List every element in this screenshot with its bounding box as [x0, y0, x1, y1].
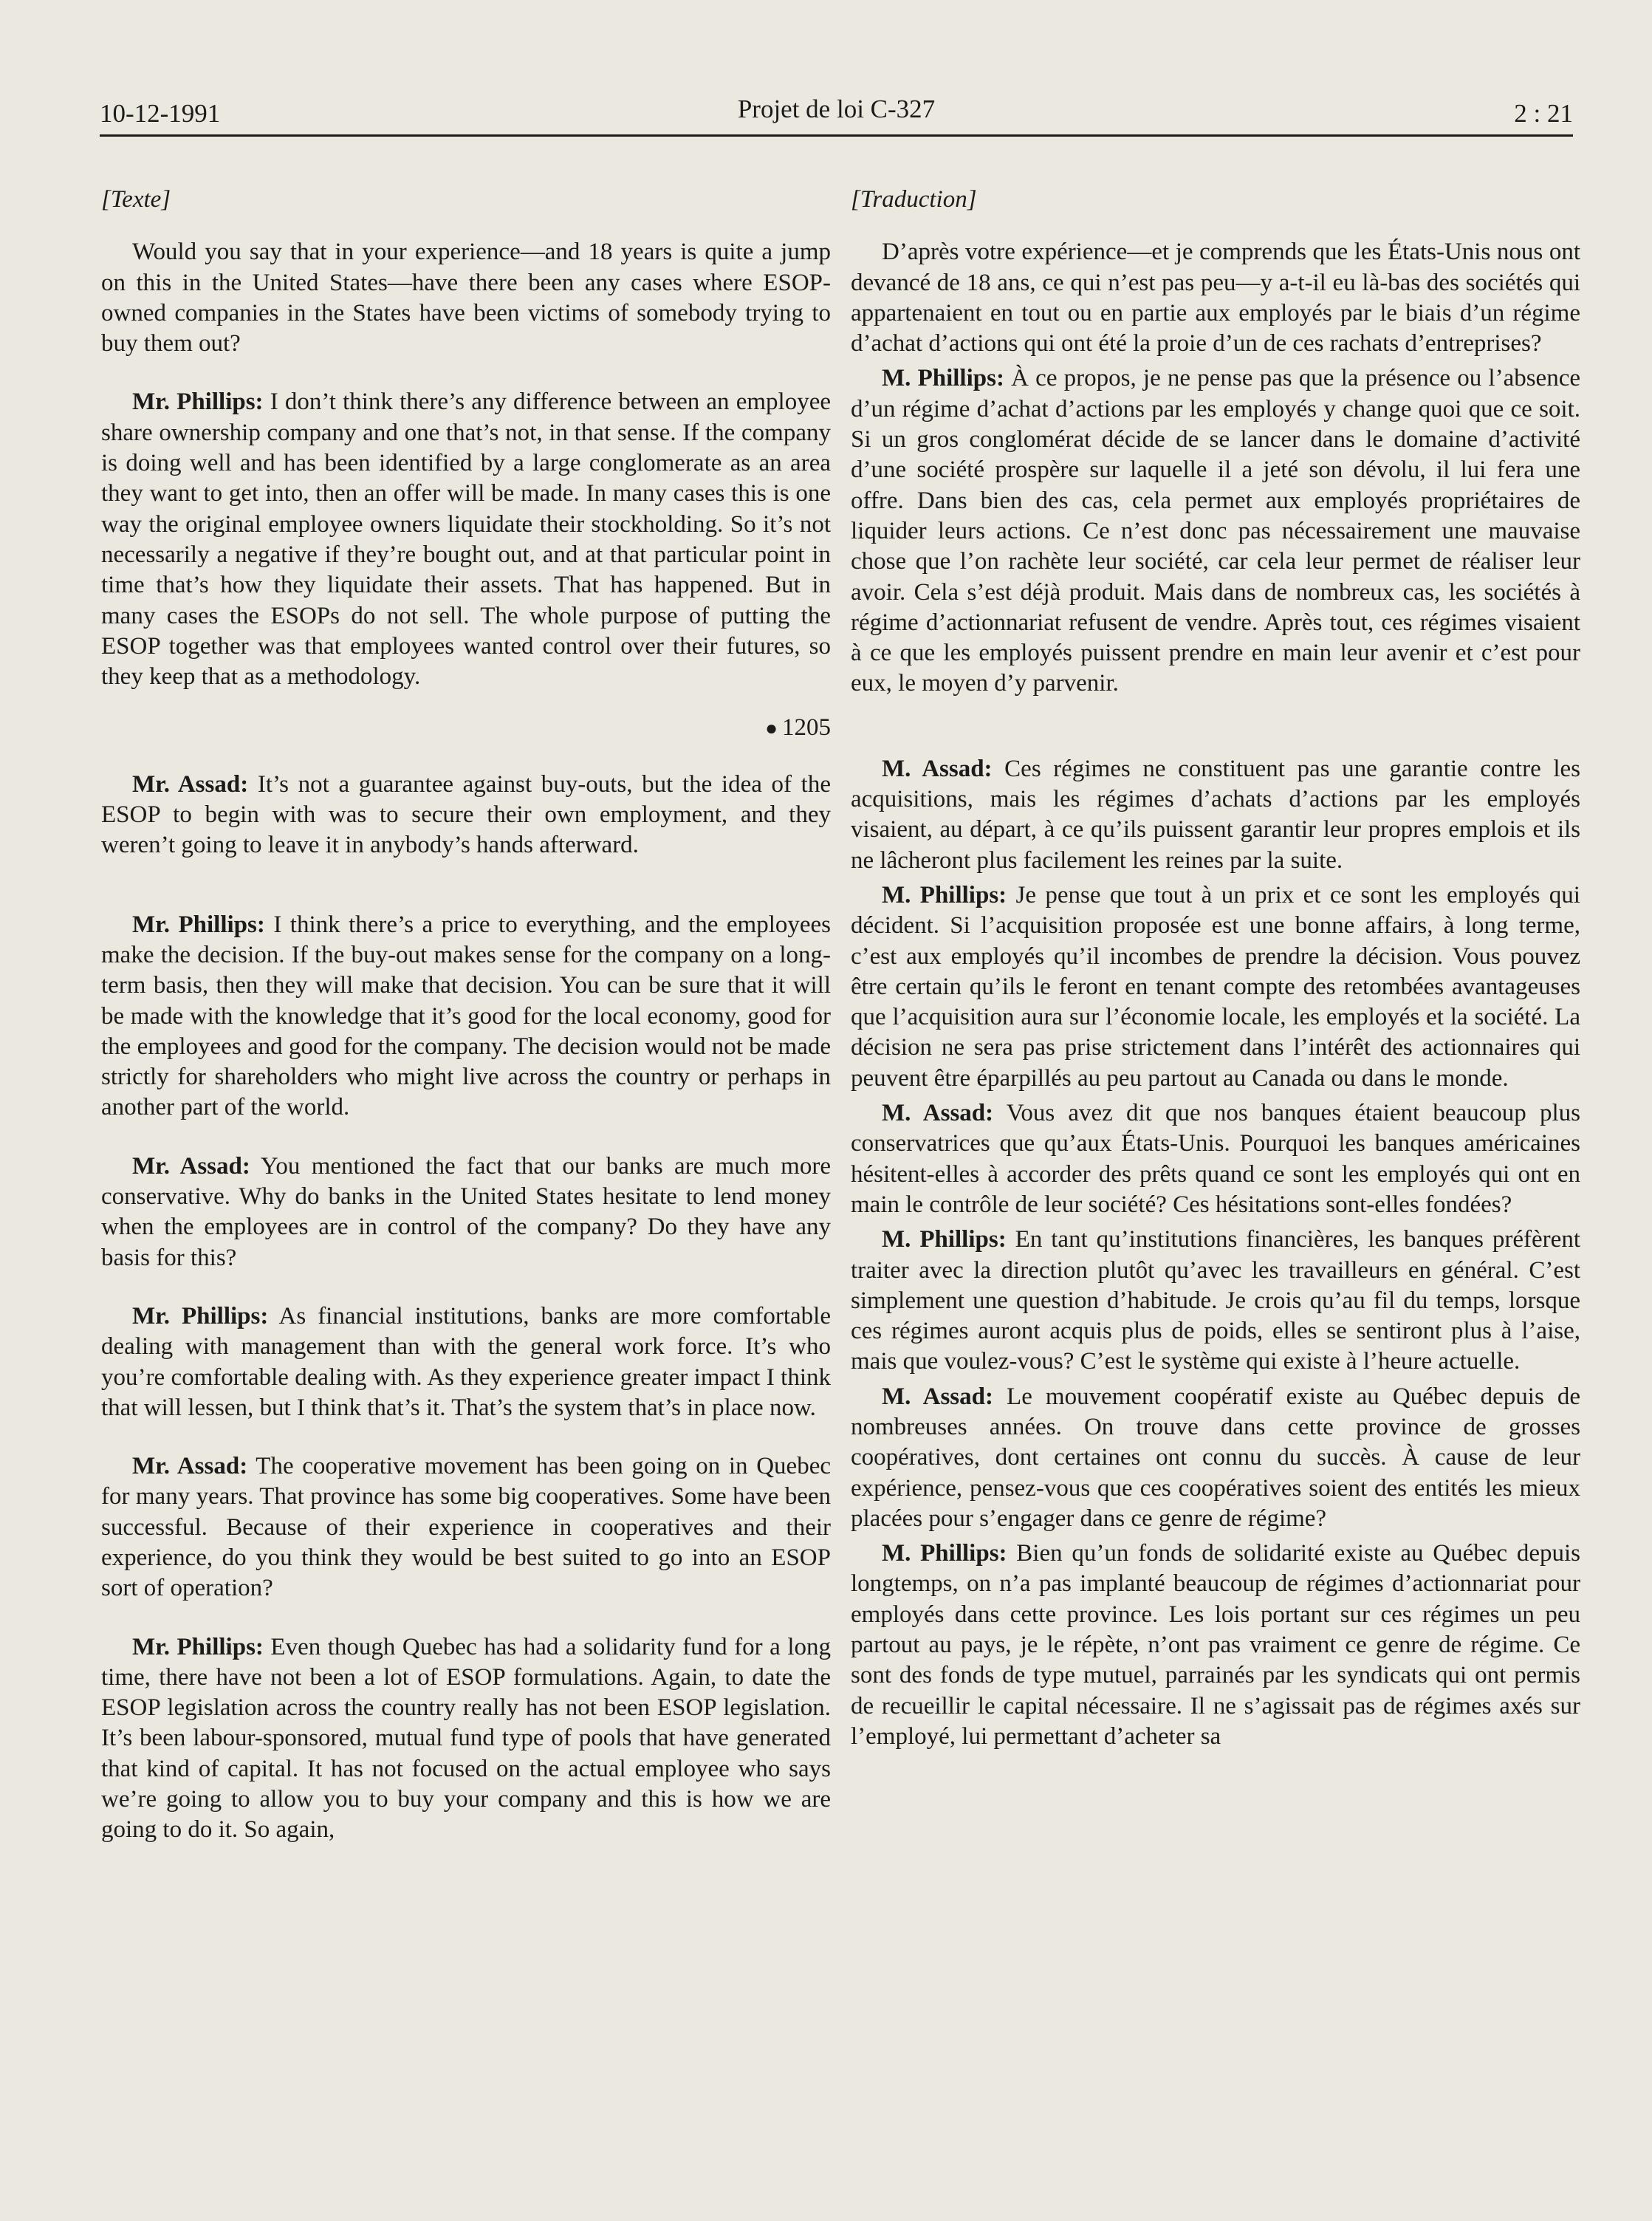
paragraph	[851, 1225, 1580, 1377]
header-page-number: 2 : 21	[1514, 99, 1573, 128]
speaker: Mr. Phillips:	[132, 1633, 264, 1660]
speaker: Mr. Assad:	[132, 1152, 250, 1180]
speaker: Mr. Phillips:	[132, 389, 264, 416]
speaker: M. Assad:	[882, 1100, 994, 1127]
paragraph-text: You mentioned the fact that our banks are much more conservative. Why do banks in the United States hesitate to lend money when the employees are in control of the company? Do they have any basis for this?	[101, 1152, 831, 1271]
paragraph	[101, 237, 831, 359]
paragraph	[851, 1098, 1580, 1220]
speaker: M. Phillips:	[882, 881, 1007, 908]
paragraph-text: En tant qu’institutions financières, les banques préfèrent traiter avec la direction plutôt qu’avec les travailleurs en général. C’est simplement une question d’habitude. Je crois qu’au fil du temps, lorsque ces régimes auront acquis plus de poids, elles se sentiront plus à l’aise, mais que voulez-vous? C’est le système qui existe à l’heure actuelle.	[851, 1226, 1580, 1375]
column-tag: [Traduction]	[851, 186, 977, 213]
speaker: Mr. Phillips:	[132, 911, 265, 938]
column-tag: [Texte]	[101, 186, 171, 213]
paragraph-text: Bien qu’un fonds de solidarité existe au Québec depuis longtemps, on n’a pas implanté beaucoup de régimes d’actionnariat pour employés dans cette province. Les lois portant sur ces régimes un peu partout au pays, je le répète, n’ont pas vraiment ce genre de régime. Ce sont des fonds de type mutuel, parrainés par les syndicats qui ont permis de recueillir le capital nécessaire. Il ne s’agissait pas de régimes axés sur l’employé, lui permettant d’acheter sa	[851, 1540, 1580, 1750]
paragraph	[851, 363, 1580, 699]
paragraph	[101, 910, 831, 1123]
english-column	[101, 185, 831, 1874]
paragraph-text: As financial institutions, banks are more comfortable dealing with management than with the general work force. It’s who you’re comfortable dealing with. As they experience greater impact I think that will lessen, but I think that’s it. That’s the system that’s in place now.	[101, 1302, 831, 1421]
paragraph-text: Even though Quebec has had a solidarity fund for a long time, there have not been a lot of ESOP formulations. Again, to date the ESOP legislation across the country really has not been ESOP legislation. It’s been labour-sponsored, mutual fund type of pools that have generated that kind of capital. It has not focused on the actual employee who says we’re going to allow you to buy your company and this is how we are going to do it. So again,	[101, 1633, 831, 1844]
paragraph-text: Je pense que tout à un prix et ce sont les employés qui décident. Si l’acquisition proposée est une bonne affairs, à long terme, c’est aux employés qu’il incombes de prendre la décision. Vous pouvez être certain qu’ils le feront en tenant compte des retombées avantageuses que l’acquisition aura sur l’économie locale, les employés et la société. La décision ne sera pas prise strictement dans l’intérêt des actionnaires qui peuvent être éparpillés au peu partout au Canada ou dans le monde.	[851, 881, 1580, 1092]
paragraph-text: I don’t think there’s any difference between an employee share ownership company and one that’s not, in that sense. If the company is doing well and has been identified by a large conglomerate as an area they want to get into, then an offer will be made. In many cases this is one way the original employee owners liquidate their stockholding. So it’s not necessarily a negative if they’re bought out, and at that particular point in time that’s how they liquidate their assets. That has happened. But in many cases the ESOPs do not sell. The whole purpose of putting the ESOP together was that employees wanted control over their futures, so they keep that as a methodology.	[101, 389, 831, 691]
french-column	[851, 185, 1580, 1756]
bullet-icon: ●	[765, 717, 778, 741]
paragraph	[851, 754, 1580, 876]
speaker: M. Phillips:	[882, 365, 1004, 392]
speaker: Mr. Assad:	[132, 1453, 248, 1480]
speaker: M. Phillips:	[882, 1226, 1007, 1253]
speaker: Mr. Assad:	[132, 770, 249, 798]
paragraph-text: The cooperative movement has been going on in Quebec for many years. That province has some big cooperatives. Some have been successful. Because of their experience in cooperatives and their experience, do you think they would be best suited to go into an ESOP sort of operation?	[101, 1453, 831, 1602]
speaker: M. Phillips:	[882, 1540, 1007, 1567]
speaker: M. Assad:	[882, 1383, 993, 1410]
paragraph	[101, 1451, 831, 1604]
speaker: Mr. Phillips:	[132, 1302, 269, 1329]
page-header	[100, 95, 1573, 136]
timestamp	[101, 713, 831, 744]
paragraph	[851, 1382, 1580, 1534]
paragraph	[101, 770, 831, 861]
paragraph	[101, 1632, 831, 1846]
paragraph-text: D’après votre expérience—et je comprends que les États-Unis nous ont devancé de 18 ans, ce qui n’est pas peu—y a-t-il eu là-bas des sociétés qui appartenaient en tout ou en partie aux employés par le biais d’un régime d’achat d’actions qui ont été la proie d’un de ces rachats d’entreprises?	[851, 239, 1580, 357]
paragraph	[851, 1539, 1580, 1752]
paragraph-text: À ce propos, je ne pense pas que la présence ou l’absence d’un régime d’achat d’actions par les employés y change quoi que ce soit. Si un gros conglomérat décide de se lancer dans le domaine d’activité d’une société prospère sur laquelle il a jeté son dévolu, il lui fera une offre. Dans bien des cas, cela permet aux employés propriétaires de liquider leurs actions. Ce n’est donc pas nécessairement une mauvaise chose que l’on rachète leur société, car cela leur permet de réaliser leur avoir. Cela s’est déjà produit. Mais dans de nombreux cas, les sociétés à régime d’actionnariat refusent de vendre. Après tout, ces régimes visaient à ce que les employés puissent prendre en main leur avenir et c’est pour eux, le moyen d’y parvenir.	[851, 365, 1580, 697]
timestamp-value: 1205	[782, 714, 831, 742]
paragraph-text: It’s not a guarantee against buy-outs, but the idea of the ESOP to begin with was to secure their own employment, and they weren’t going to leave it in anybody’s hands afterward.	[101, 770, 831, 859]
paragraph	[851, 880, 1580, 1094]
paragraph	[101, 1151, 831, 1273]
header-title: Projet de loi C-327	[737, 95, 936, 123]
paragraph	[101, 1301, 831, 1423]
paragraph-text: I think there’s a price to everything, and the employees make the decision. If the buy-out makes sense for the company on a long-term basis, then they will make that decision. You can be sure that it will be made with the knowledge that it’s good for the local economy, good for the employees and good for the company. The decision would not be made strictly for shareholders who might live across the country or perhaps in another part of the world.	[101, 911, 831, 1121]
speaker: M. Assad:	[882, 755, 993, 782]
paragraph	[851, 237, 1580, 359]
paragraph	[101, 387, 831, 692]
paragraph-text: Vous avez dit que nos banques étaient beaucoup plus conservatrices que qu’aux États-Unis. Pourquoi les banques américaines hésitent-elles à accorder des prêts quand ce sont les employés qui ont en main le contrôle de leur société? Ces hésitations sont-elles fondées?	[851, 1100, 1581, 1218]
header-rule	[100, 134, 1573, 137]
paragraph-text: Le mouvement coopératif existe au Québec depuis de nombreuses années. On trouve dans cette province de grosses coopératives, dont certaines ont connu du succès. À cause de leur expérience, pensez-vous que ces coopératives soient des entités les mieux placées pour s’engager dans ce genre de régime?	[851, 1383, 1581, 1532]
paragraph-text: Would you say that in your experience—and 18 years is quite a jump on this in the United States—have there been any cases where ESOP-owned companies in the States have been victims of somebody trying to buy them out?	[101, 239, 831, 357]
paragraph-text: Ces régimes ne constituent pas une garantie contre les acquisitions, mais les régimes d’achats d’actions par les employés visaient, au départ, à ce qu’ils puissent garantir leur propres emplois et ils ne lâcheront plus facilement les reines par la suite.	[851, 755, 1581, 874]
header-date: 10-12-1991	[100, 99, 221, 128]
